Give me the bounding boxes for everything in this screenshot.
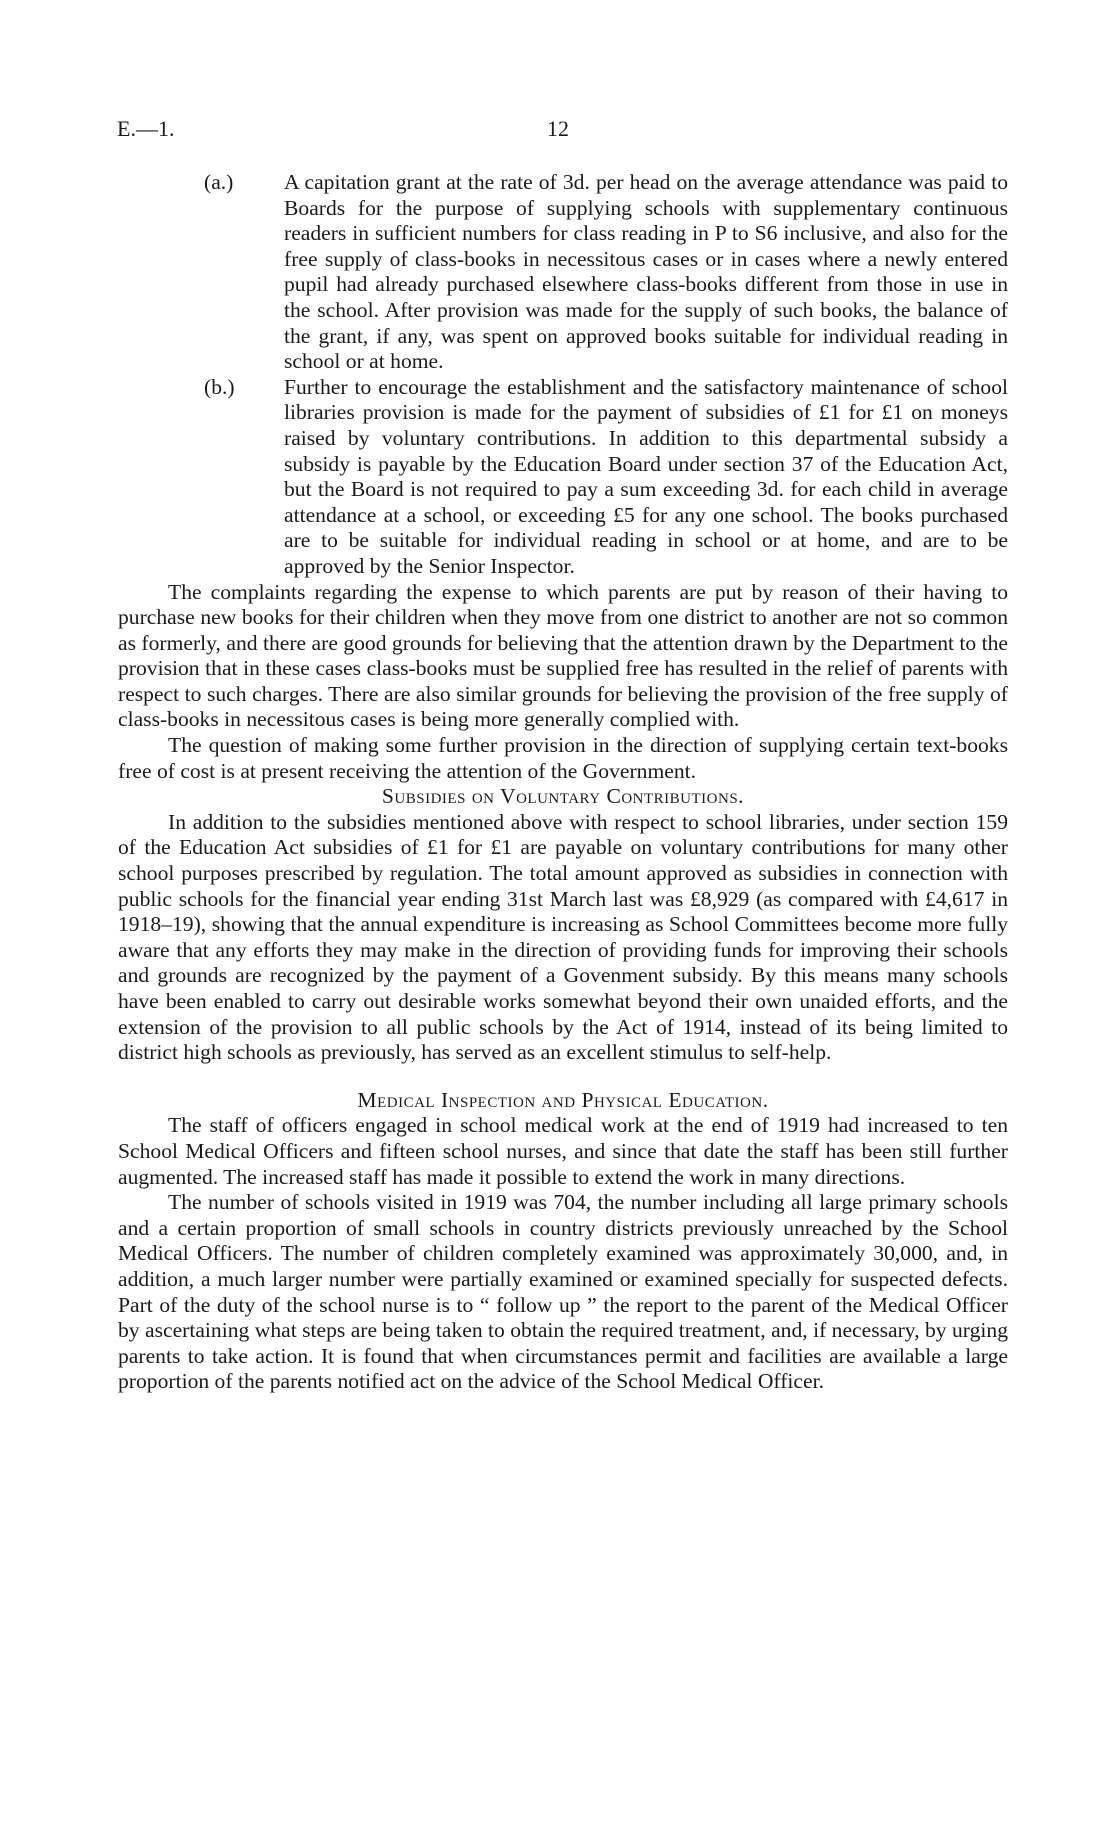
- document-code: E.—1.: [117, 116, 175, 141]
- list-item-text: Further to encourage the establishment and the satisfactory maintenance of school libraries provision is made for the payment of subsidies of £1 for £1 on moneys raised by voluntary contributions. In addition to this departmental subsidy a subsidy is payable by the Education Board under section 37 of the Education Act, but the Board is not required to pay a sum exceeding 3d. for each child in average attendance at a school, or exceeding £5 for any one school. The books purchased are to be suitable for individual reading in school or at home, and are to be approved by the Senior Inspector.: [284, 374, 1008, 578]
- page-body: [118, 170, 1008, 1395]
- paragraph-text-books: The question of making some further provision in the direction of supplying certain text-books free of cost is at present receiving the attention of the Government.: [118, 733, 1008, 783]
- page-number: 12: [547, 116, 569, 141]
- list-item-a: [118, 170, 1008, 375]
- paragraph-subsidies: In addition to the subsidies mentioned above with respect to school libraries, under section 159 of the Education Act subsidies of £1 for £1 are payable on voluntary contributions for many other school purposes prescribed by regulation. The total amount approved as subsidies in connection with public schools for the financial year ending 31st March last was £8,929 (as compared with £4,617 in 1918–19), showing that the annual expenditure is increasing as School Committees become more fully aware that any efforts they may make in the direction of providing funds for improving their schools and grounds are recognized by the payment of a Govenment subsidy. By this means many schools have been enabled to carry out desirable works somewhat beyond their own unaided efforts, and the extension of the provision to all public schools by the Act of 1914, instead of its being limited to district high schools as previously, has served as an excellent stimulus to self-help.: [118, 809, 1008, 1065]
- list-item-label: (b.): [204, 374, 235, 399]
- list-item-text: A capitation grant at the rate of 3d. per head on the average attendance was paid to Boards for the purpose of supplying schools with supplementary continuous readers in sufficient numbers for class reading in P to S6 inclusive, and also for the free supply of class-books in necessitous cases or in cases where a newly entered pupil had already purchased elsewhere class-books different from those in use in the school. After provision was made for the supply of such books, the balance of the grant, if any, was spent on approved books suitable for individual reading in school or at home.: [284, 170, 1008, 374]
- list-item-label: (a.): [204, 170, 234, 194]
- page-header: [117, 116, 997, 146]
- paragraph-medical-staff: The staff of officers engaged in school medical work at the end of 1919 had increased to ten School Medical Officers and fifteen school nurses, and since that date the staff has been still further augmented. The increased staff has made it possible to extend the work in many directions.: [118, 1113, 1008, 1189]
- section-spacer: [118, 1066, 1008, 1088]
- paragraph-complaints: The complaints regarding the expense to which parents are put by reason of their having to purchase new books for their children when they move from one district to another are not so common as formerly, and there are good grounds for believing that the attention drawn by the Department to the provision that in these cases class-books must be supplied free has resulted in the relief of parents with respect to such charges. There are also similar grounds for believing the provision of the free supply of class-books in necessitous cases is being more generally complied with.: [118, 579, 1008, 732]
- section-heading-subsidies: Subsidies on Voluntary Contributions.: [381, 784, 745, 809]
- list-item-b: [118, 375, 1008, 580]
- section-heading-medical: Medical Inspection and Physical Education.: [357, 1087, 769, 1112]
- paragraph-schools-visited: The number of schools visited in 1919 was 704, the number including all large primary schools and a certain proportion of small schools in country districts previously unreached by the School Medical Officers. The number of children completely examined was approximately 30,000, and, in addition, a much larger number were partially examined or examined specially for suspected defects. Part of the duty of the school nurse is to “ follow up ” the report to the parent of the Medical Officer by ascertaining what steps are being taken to obtain the required treatment, and, if necessary, by urging parents to take action. It is found that when circumstances permit and facilities are available a large proportion of the parents notified act on the advice of the School Medical Officer.: [118, 1190, 1008, 1394]
